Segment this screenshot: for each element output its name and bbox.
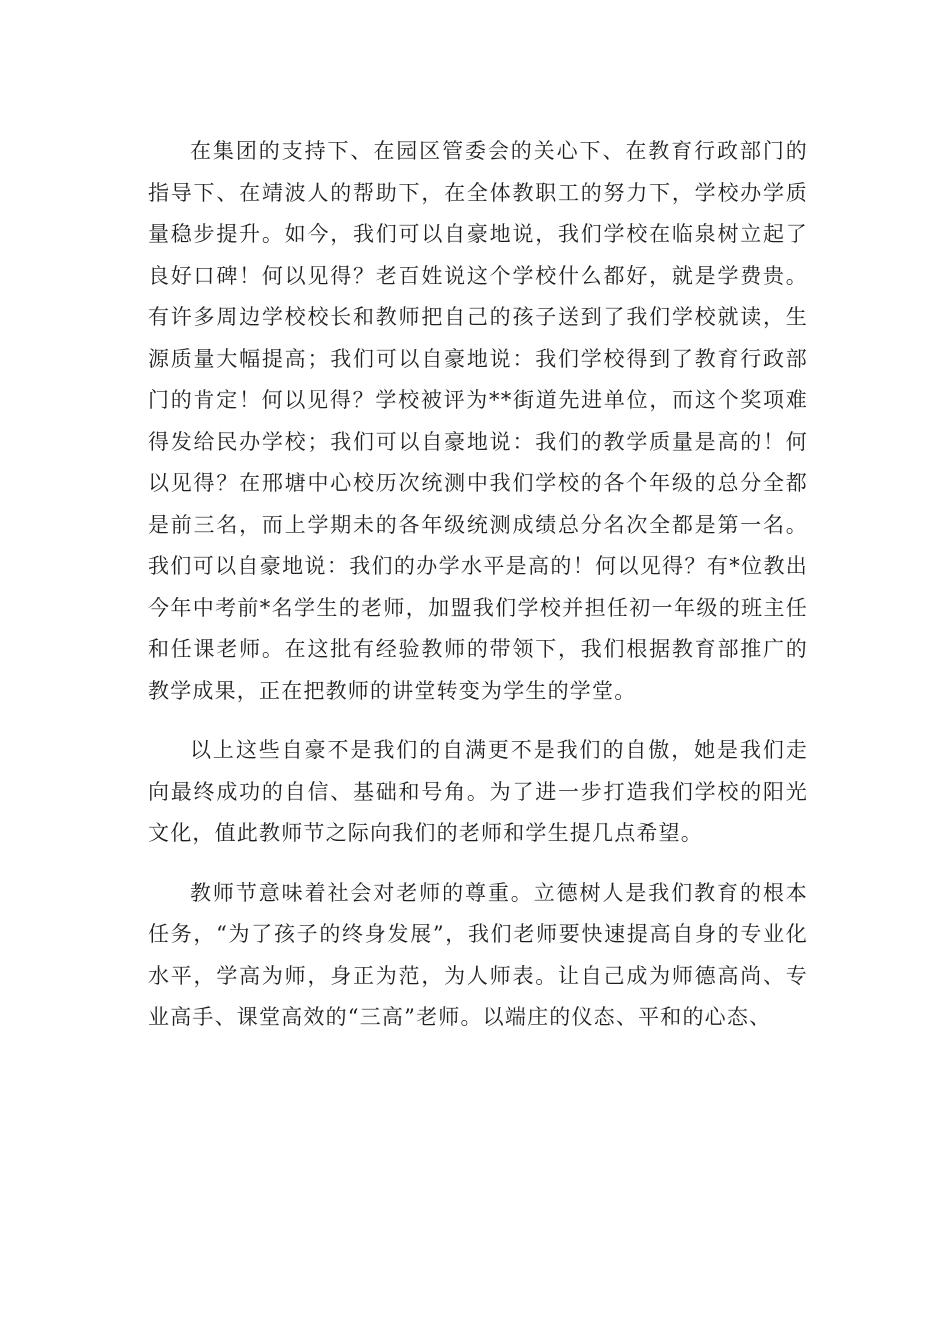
paragraph-3: 教师节意味着社会对老师的尊重。立德树人是我们教育的根本任务，“为了孩子的终身发展”，我们老师要快速提高自身的专业化水平，学高为师，身正为范，为人师表。让自己成为师德高尚、专业高手、课堂高效的“三高”老师。以端庄的仪态、平和的心态、 (148, 880, 808, 1029)
paragraph-2: 以上这些自豪不是我们的自满更不是我们的自傲，她是我们走向最终成功的自信、基础和号角。为了进一步打造我们学校的阳光文化，值此教师节之际向我们的老师和学生提几点希望。 (148, 738, 808, 845)
paragraph-1: 在集团的支持下、在园区管委会的关心下、在教育行政部门的指导下、在靖波人的帮助下，在全体教职工的努力下，学校办学质量稳步提升。如今，我们可以自豪地说，我们学校在临泉树立起了良好口碑！何以见得？老百姓说这个学校什么都好，就是学费贵。有许多周边学校校长和教师把自己的孩子送到了我们学校就读，生源质量大幅提高；我们可以自豪地说：我们学校得到了教育行政部门的肯定！何以见得？学校被评为**街道先进单位，而这个奖项难得发给民办学校；我们可以自豪地说：我们的教学质量是高的！何以见得？在邢塘中心校历次统测中我们学校的各个年级的总分全都是前三名，而上学期未的各年级统测成绩总分名次全都是第一名。我们可以自豪地说：我们的办学水平是高的！何以见得？有*位教出今年中考前*名学生的老师，加盟我们学校并担任初一年级的班主任和任课老师。在这批有经验教师的带领下，我们根据教育部推广的教学成果，正在把教师的讲堂转变为学生的学堂。 (148, 139, 808, 703)
document-body (148, 131, 808, 1039)
